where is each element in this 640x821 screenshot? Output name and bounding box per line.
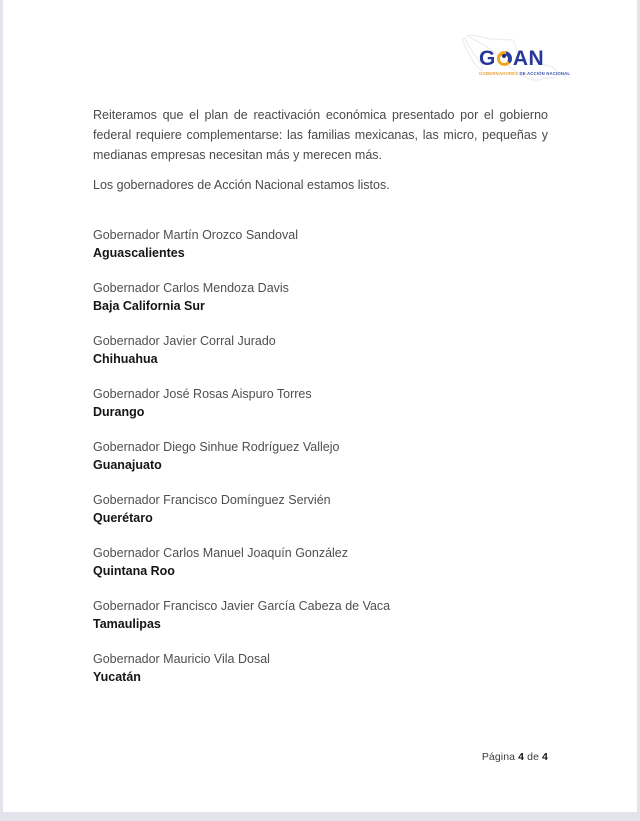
list-item <box>93 597 548 633</box>
list-item <box>93 650 548 686</box>
governor-state: Yucatán <box>93 670 141 684</box>
list-item <box>93 385 548 421</box>
governor-name: Gobernador Javier Corral Jurado <box>93 334 276 348</box>
logo-letter-g: G <box>479 47 496 70</box>
body-paragraph: Reiteramos que el plan de reactivación económica presentado por el gobierno federal requiere complementarse: las familias mexicanas, las micro, pequeñas y medianas empresas necesitan más y merecen más. <box>93 108 548 162</box>
governor-name: Gobernador Francisco Domínguez Servién <box>93 493 331 507</box>
list-item <box>93 438 548 474</box>
document-content <box>93 0 548 703</box>
list-item <box>93 226 548 262</box>
governor-state: Aguascalientes <box>93 246 185 260</box>
governor-state: Baja California Sur <box>93 299 205 313</box>
governor-name: Gobernador Martín Orozco Sandoval <box>93 228 298 242</box>
footer-separator: de <box>527 751 540 763</box>
governor-name: Gobernador Mauricio Vila Dosal <box>93 652 270 666</box>
governor-state: Chihuahua <box>93 352 158 366</box>
list-item <box>93 279 548 315</box>
tagline-right: DE ACCIÓN NACIONAL <box>519 72 571 77</box>
list-item <box>93 544 548 580</box>
governor-state: Quintana Roo <box>93 564 175 578</box>
document-page <box>3 0 637 812</box>
governor-state: Tamaulipas <box>93 617 161 631</box>
list-item <box>93 491 548 527</box>
governor-state: Guanajuato <box>93 458 162 472</box>
governor-name: Gobernador Carlos Manuel Joaquín González <box>93 546 349 560</box>
logo-letters-an: AN <box>512 47 545 70</box>
tagline-left: GOBERNADORES <box>479 72 519 77</box>
footer-label: Página <box>481 751 516 763</box>
footer-page-number: 4 <box>518 751 525 763</box>
governor-list <box>93 226 548 686</box>
governor-name: Gobernador José Rosas Aispuro Torres <box>93 387 312 401</box>
governor-name: Gobernador Diego Sinhue Rodríguez Vallejo <box>93 440 340 454</box>
governor-state: Durango <box>93 405 145 419</box>
list-item <box>93 332 548 368</box>
governor-state: Querétaro <box>93 511 153 525</box>
page-footer <box>482 751 548 763</box>
footer-total-pages: 4 <box>542 751 548 763</box>
closing-statement: Los gobernadores de Acción Nacional estamos listos. <box>93 178 390 192</box>
governor-name: Gobernador Francisco Javier García Cabeza de Vaca <box>93 599 391 613</box>
governor-name: Gobernador Carlos Mendoza Davis <box>93 281 289 295</box>
